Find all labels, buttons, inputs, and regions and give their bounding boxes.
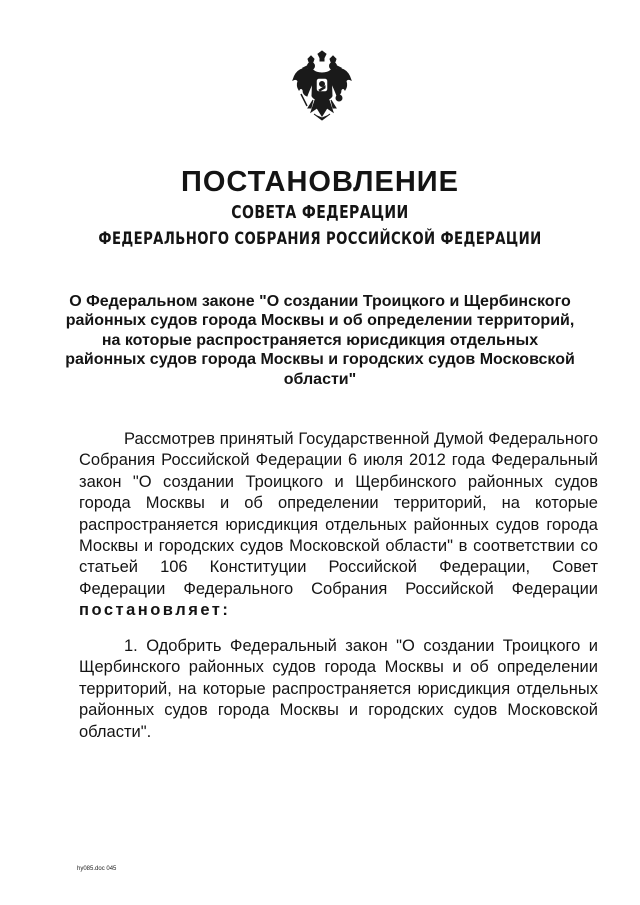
- issuer-line-2: ФЕДЕРАЛЬНОГО СОБРАНИЯ РОССИЙСКОЙ ФЕДЕРАЦИИ: [98, 229, 542, 249]
- double-headed-eagle-emblem-icon: [291, 50, 353, 122]
- document-title: ПОСТАНОВЛЕНИЕ: [181, 166, 459, 198]
- document-subject: О Федеральном законе "О создании Троицкого и Щербинского районных судов города Москвы и об определении территорий, на которые распространяется юрисдикция отдельных районных судов города Москвы и городских судов Московской области": [65, 293, 575, 388]
- issuer-line-1: СОВЕТА ФЕДЕРАЦИИ: [231, 202, 409, 223]
- paragraph-1-text: Рассмотрев принятый Государственной Думой Федерального Собрания Российской Федерации 6 июля 2012 года Федеральный закон "О создании Троицкого и Щербинского районных судов города Москвы и об определении территорий, на которые распространяется юрисдикция отдельных районных судов города Москвы и городских судов Московской области" в соответствии со статьей 106 Конституции Российской Федерации, Совет Федерации Федерального Собрания Российской Федерации: [79, 430, 598, 598]
- body-paragraph-1: [79, 429, 598, 622]
- body-paragraph-2: 1. Одобрить Федеральный закон "О создании Троицкого и Щербинского районных судов города Москвы и об определении территорий, на которые распространяется юрисдикция отдельных районных судов города Москвы и городских судов Московской области".: [79, 637, 598, 741]
- file-reference: hy085.doc 045: [77, 866, 117, 872]
- decree-word: постановляет:: [79, 601, 231, 620]
